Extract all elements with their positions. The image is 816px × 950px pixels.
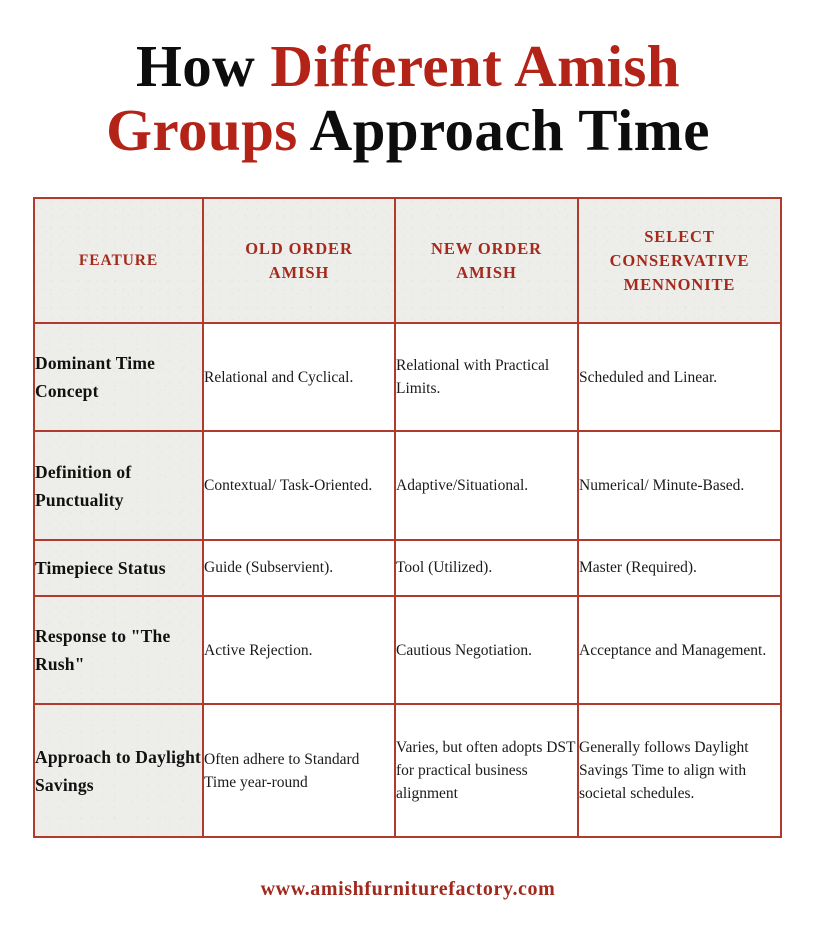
column-header-select-conservative-mennonite [578,198,781,323]
cell-select-conservative-mennonite: Master (Required). [578,540,781,596]
column-header-old-order-amish-line-1: OLD ORDER [245,238,353,258]
column-header-old-order-amish [203,198,395,323]
footer-website-url[interactable]: www.amishfurniturefactory.com [260,878,556,900]
cell-old-order-amish: Guide (Subservient). [203,540,395,596]
row-feature-label: Definition of Punctuality [34,431,203,539]
column-header-select-conservative-mennonite-line-3: MENNONITE [623,274,736,294]
cell-old-order-amish: Active Rejection. [203,596,395,704]
cell-new-order-amish: Varies, but often adopts DST for practical business alignment [395,704,578,837]
title-words-approach-time: Approach Time [297,97,710,163]
title-words-different-amish: Different Amish [270,33,681,99]
table-row [34,540,781,596]
column-header-select-conservative-mennonite-line-2: CONSERVATIVE [609,250,750,270]
page-title-line-2 [0,98,816,162]
row-feature-label: Timepiece Status [34,540,203,596]
table-body [34,323,781,837]
table-row [34,596,781,704]
cell-select-conservative-mennonite: Acceptance and Management. [578,596,781,704]
table-header [34,198,781,323]
footer [0,878,816,901]
title-word-groups: Groups [106,97,298,163]
column-header-new-order-amish-line-2: AMISH [456,262,517,282]
column-header-feature [34,198,203,323]
table-row [34,704,781,837]
cell-select-conservative-mennonite: Generally follows Daylight Savings Time to align with societal schedules. [578,704,781,837]
column-header-select-conservative-mennonite-line-1: SELECT [644,226,715,246]
cell-old-order-amish: Often adhere to Standard Time year-round [203,704,395,837]
column-header-feature-line-1: FEATURE [78,251,159,269]
cell-select-conservative-mennonite: Scheduled and Linear. [578,323,781,431]
cell-new-order-amish: Tool (Utilized). [395,540,578,596]
cell-old-order-amish: Relational and Cyclical. [203,323,395,431]
page-title [0,0,816,162]
comparison-table [33,197,782,838]
column-header-new-order-amish-line-1: NEW ORDER [431,238,542,258]
table-row [34,323,781,431]
table-header-row [34,198,781,323]
row-feature-label: Response to "The Rush" [34,596,203,704]
cell-new-order-amish: Relational with Practical Limits. [395,323,578,431]
column-header-old-order-amish-line-2: AMISH [268,262,330,282]
cell-new-order-amish: Cautious Negotiation. [395,596,578,704]
row-feature-label: Dominant Time Concept [34,323,203,431]
cell-new-order-amish: Adaptive/Situational. [395,431,578,539]
page-title-line-1 [0,34,816,98]
title-word-how: How [135,33,271,99]
column-header-new-order-amish [395,198,578,323]
comparison-table-container [33,197,780,838]
cell-old-order-amish: Contextual/ Task-Oriented. [203,431,395,539]
table-row [34,431,781,539]
cell-select-conservative-mennonite: Numerical/ Minute-Based. [578,431,781,539]
row-feature-label: Approach to Daylight Savings [34,704,203,837]
